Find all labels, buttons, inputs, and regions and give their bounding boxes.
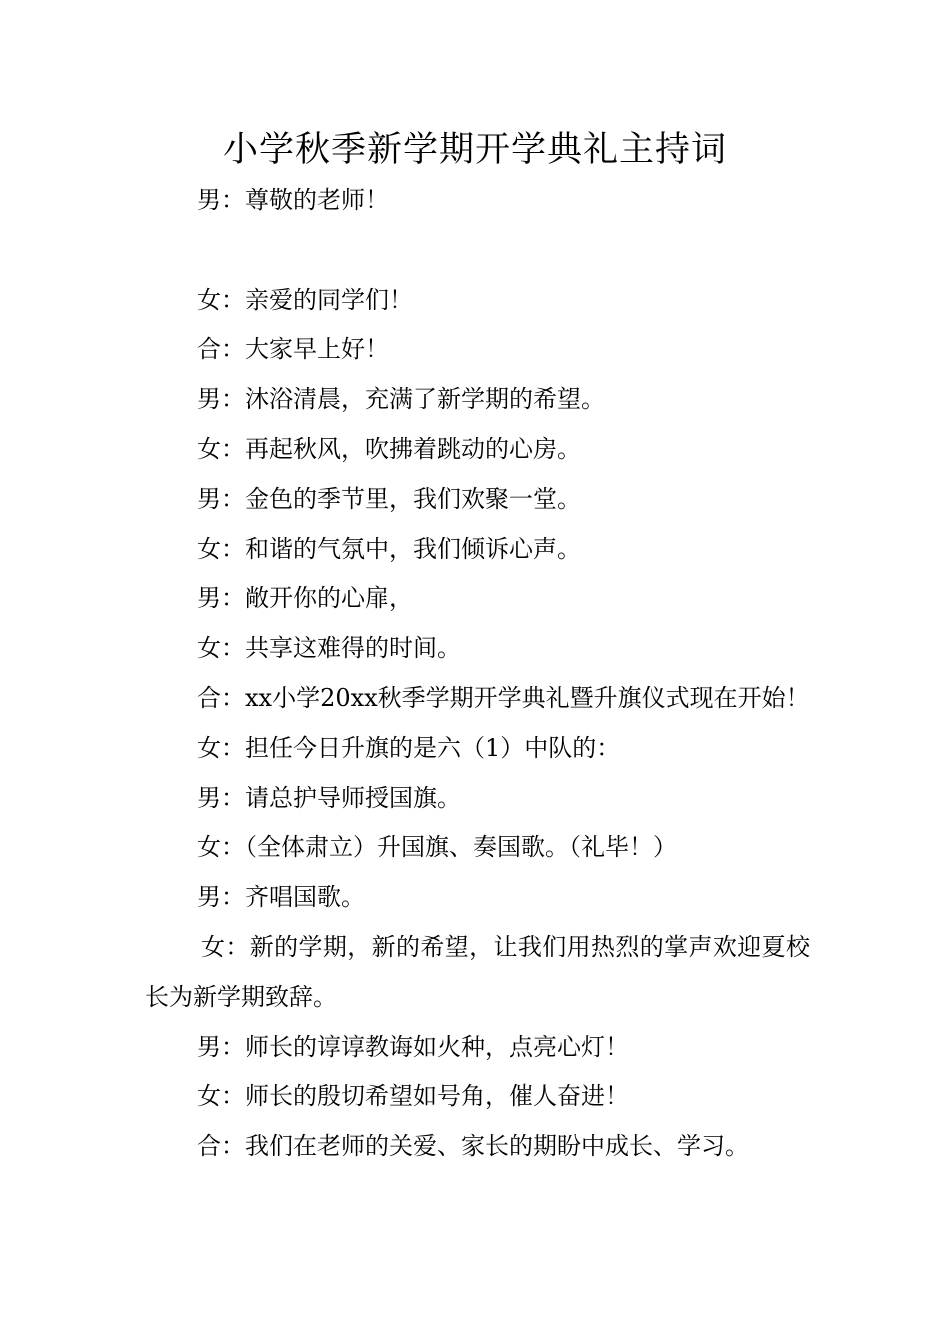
script-line: 男：尊敬的老师！ (197, 186, 389, 214)
script-line: 女：（全体肃立）升国旗、奏国歌。（礼毕！） (197, 833, 677, 862)
script-line: 合：我们在老师的关爱、家长的期盼中成长、学习。 (197, 1132, 749, 1161)
script-line: 女：和谐的气氛中，我们倾诉心声。 (197, 534, 581, 563)
script-line: 男：敞开你的心扉， (197, 584, 413, 613)
script-line: 男：沐浴清晨，充满了新学期的希望。 (197, 385, 605, 414)
script-line: 女：担任今日升旗的是六（1）中队的： (197, 733, 621, 762)
script-line: 男：金色的季节里，我们欢聚一堂。 (197, 484, 581, 513)
script-line: 女：再起秋风，吹拂着跳动的心房。 (197, 434, 581, 463)
script-line: 合：xx小学20xx秋季学期开学典礼暨升旗仪式现在开始！ (197, 683, 810, 712)
script-line: 男：师长的谆谆教诲如火种，点亮心灯！ (197, 1032, 629, 1061)
script-line: 合：大家早上好！ (197, 335, 389, 364)
document-title: 小学秋季新学期开学典礼主持词 (222, 130, 727, 170)
document-body (145, 176, 810, 1172)
script-line: 男：齐唱国歌。 (197, 883, 365, 912)
script-line: 女：新的学期，新的希望，让我们用热烈的掌声欢迎夏校长为新学期致辞。 (145, 932, 810, 1011)
script-line: 女：共享这难得的时间。 (197, 634, 461, 663)
blank-line (145, 226, 810, 276)
script-line: 女：师长的殷切希望如号角，催人奋进！ (197, 1082, 629, 1111)
script-line: 女：亲爱的同学们！ (197, 285, 413, 314)
script-line: 男：请总护导师授国旗。 (197, 783, 461, 812)
